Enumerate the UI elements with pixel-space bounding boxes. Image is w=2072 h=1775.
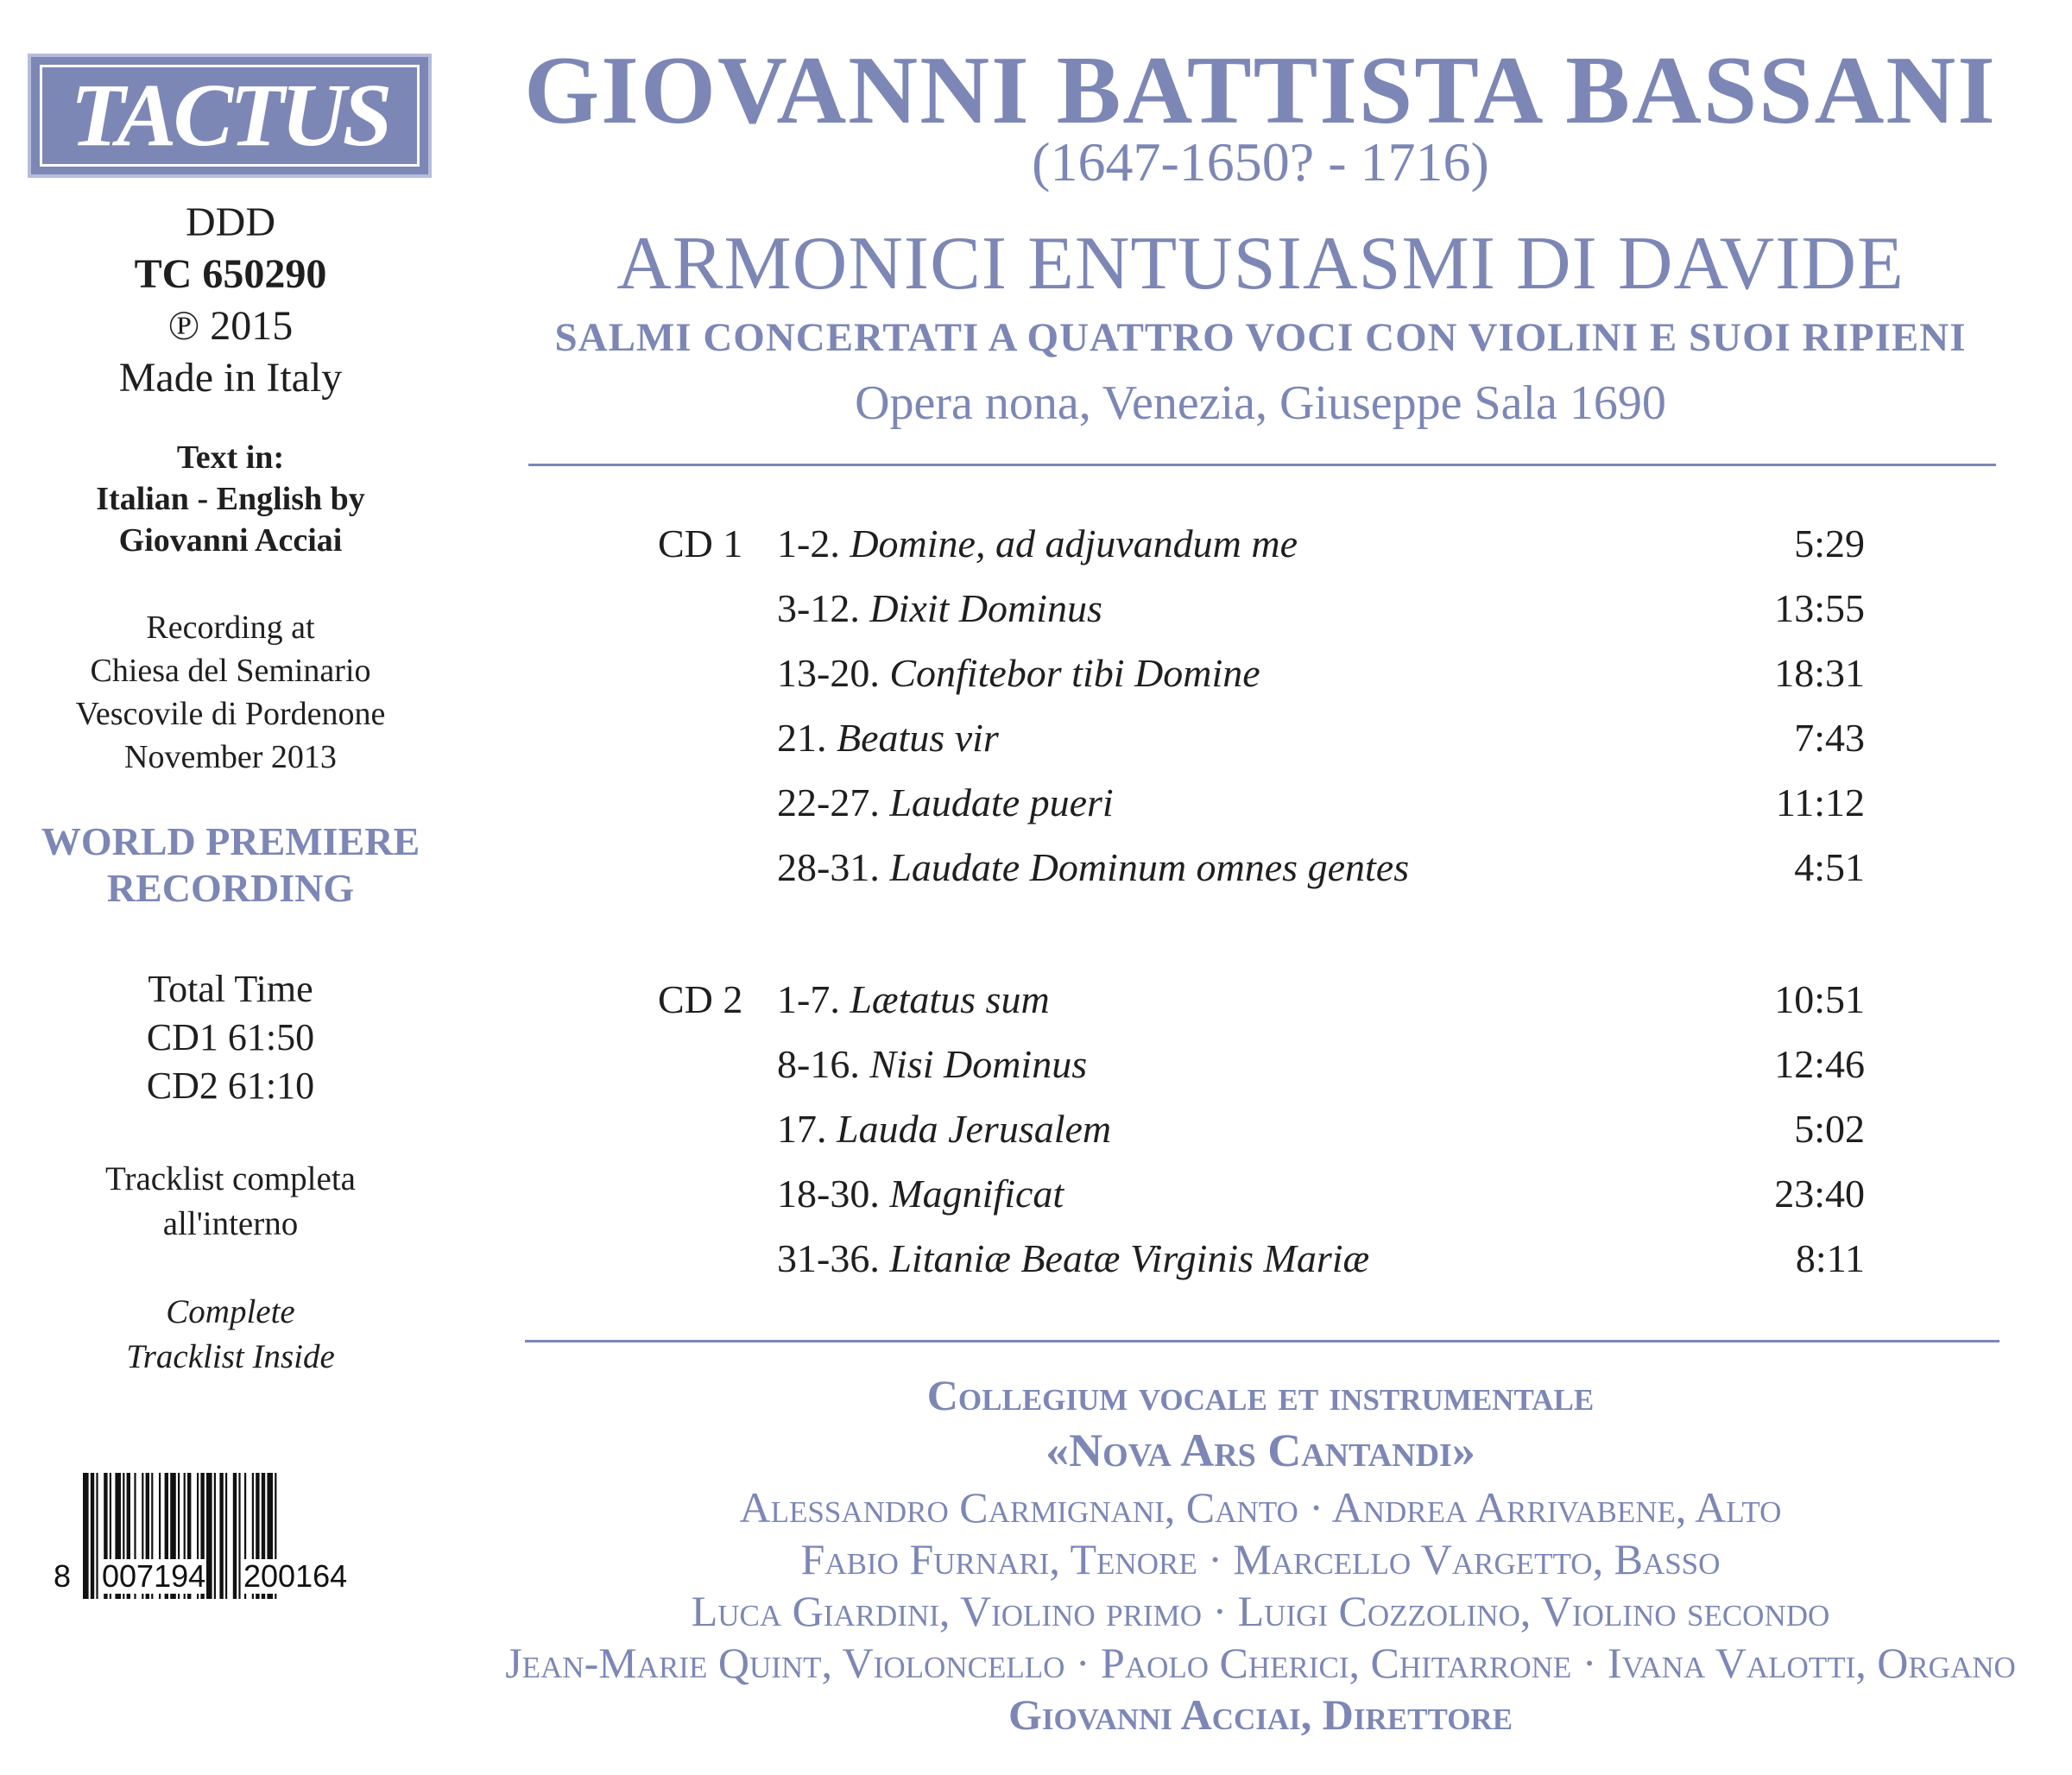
- opus-info: Opera nona, Venezia, Giuseppe Sala 1690: [855, 376, 1666, 430]
- premiere-line: RECORDING: [106, 866, 355, 910]
- track-number: 13-20.: [777, 651, 880, 695]
- track-number: 8-16.: [777, 1042, 860, 1086]
- track-row: [777, 511, 1865, 576]
- audio-format: DDD: [186, 199, 275, 245]
- cd2-label: CD 2: [658, 977, 743, 1021]
- track-duration: 13:55: [1774, 586, 1865, 630]
- conductor-line: Giovanni Acciai, Direttore: [1008, 1690, 1513, 1739]
- catalog-number: TC 650290: [134, 251, 327, 297]
- performer-line: Luca Giardini, Violino primo · Luigi Cozzolino, Violino secondo: [691, 1587, 1830, 1635]
- track-title: Nisi Dominus: [869, 1042, 1088, 1086]
- cd1-tracklist: [777, 511, 1865, 900]
- track-title: Litaniæ Beatæ Virginis Mariæ: [889, 1236, 1370, 1280]
- track-title: Beatus vir: [837, 716, 999, 760]
- performer-line: Fabio Furnari, Tenore · Marcello Vargetto, Basso: [800, 1535, 1721, 1583]
- track-row: [777, 1032, 1865, 1096]
- track-duration: 8:11: [1795, 1236, 1865, 1280]
- album-subtitle: SALMI CONCERTATI A QUATTRO VOCI CON VIOLINI E SUOI RIPIENI: [554, 315, 1967, 360]
- world-premiere-badge: [0, 818, 461, 912]
- track-duration: 18:31: [1774, 651, 1865, 695]
- track-number: 17.: [777, 1107, 827, 1151]
- track-row: [777, 835, 1865, 900]
- logo-wordmark: TACTUS: [40, 65, 420, 167]
- track-duration: 7:43: [1794, 716, 1865, 760]
- composer-name: GIOVANNI BATTISTA BASSANI: [524, 37, 1997, 144]
- track-duration: 10:51: [1774, 977, 1865, 1021]
- barcode-digit-first: 8: [54, 1558, 72, 1594]
- divider: [528, 464, 1996, 466]
- tracklist-note-line: Complete: [166, 1293, 295, 1330]
- cd2-total-time: CD2 61:10: [146, 1064, 315, 1107]
- recording-info: [0, 606, 461, 779]
- text-languages: Italian - English by: [96, 481, 365, 517]
- track-number: 28-31.: [777, 845, 880, 889]
- cd2-tracklist: [777, 967, 1865, 1291]
- track-duration: 23:40: [1774, 1172, 1865, 1216]
- track-row: [777, 770, 1865, 835]
- track-title: Laudate pueri: [889, 780, 1114, 824]
- track-number: 1-2.: [777, 521, 840, 565]
- track-duration: 11:12: [1775, 780, 1865, 824]
- country-of-origin: Made in Italy: [118, 355, 343, 401]
- cd1-label: CD 1: [658, 521, 743, 565]
- tracklist-note-line: Tracklist Inside: [126, 1338, 335, 1375]
- composer-dates: (1647-1650? - 1716): [1032, 131, 1489, 193]
- track-title: Domine, ad adjuvandum me: [850, 521, 1298, 565]
- tracklist-note-line: Tracklist completa: [105, 1160, 356, 1197]
- total-time-heading: Total Time: [148, 968, 313, 1010]
- cd1-total-time: CD1 61:50: [146, 1016, 315, 1058]
- barcode-group-1: 007194: [102, 1558, 206, 1594]
- track-duration: 5:29: [1794, 521, 1865, 565]
- recording-date: November 2013: [124, 739, 337, 775]
- recording-line: Chiesa del Seminario: [90, 653, 371, 689]
- tracklist-note-line: all'interno: [162, 1205, 299, 1242]
- text-translator: Giovanni Acciai: [118, 522, 343, 559]
- track-number: 3-12.: [777, 586, 860, 630]
- track-row: [777, 1226, 1865, 1291]
- track-number: 31-36.: [777, 1236, 880, 1280]
- recording-line: Vescovile di Pordenone: [75, 696, 386, 732]
- performer-line: Alessandro Carmignani, Canto · Andrea Arrivabene, Alto: [739, 1483, 1782, 1532]
- total-time: [0, 965, 461, 1110]
- text-language-note: [0, 437, 461, 561]
- album-title: ARMONICI ENTUSIASMI DI DAVIDE: [616, 222, 1905, 306]
- track-title: Confitebor tibi Domine: [889, 651, 1260, 695]
- track-number: 18-30.: [777, 1172, 880, 1216]
- premiere-line: WORLD PREMIERE: [41, 819, 420, 863]
- barcode-group-2: 200164: [243, 1558, 348, 1594]
- track-row: [777, 1096, 1865, 1161]
- track-number: 22-27.: [777, 780, 880, 824]
- track-row: [777, 1161, 1865, 1226]
- performer-line: Jean-Marie Quint, Violoncello · Paolo Cherici, Chitarrone · Ivana Valotti, Organo: [505, 1639, 2016, 1687]
- track-duration: 4:51: [1794, 845, 1865, 889]
- catalog-info: [0, 197, 461, 404]
- copyright-year: ℗ 2015: [167, 303, 294, 349]
- track-title: Dixit Dominus: [869, 586, 1102, 630]
- track-duration: 5:02: [1794, 1107, 1865, 1151]
- track-row: [777, 705, 1865, 770]
- track-row: [777, 576, 1865, 641]
- track-duration: 12:46: [1774, 1042, 1865, 1086]
- ensemble-heading: Collegium vocale et instrumentale: [926, 1371, 1595, 1419]
- tracklist-note-italian: [0, 1157, 461, 1247]
- tactus-logo: [28, 54, 432, 178]
- track-row: [777, 967, 1865, 1032]
- track-title: Lauda Jerusalem: [837, 1107, 1112, 1151]
- track-title: Lætatus sum: [850, 977, 1050, 1021]
- ensemble-name: «Nova Ars Cantandi»: [1045, 1424, 1475, 1476]
- tracklist-note-english: [0, 1290, 461, 1380]
- divider: [525, 1340, 1999, 1342]
- track-title: Magnificat: [889, 1172, 1064, 1216]
- track-title: Laudate Dominum omnes gentes: [889, 845, 1410, 889]
- text-in-heading: Text in:: [176, 439, 285, 476]
- track-row: [777, 641, 1865, 705]
- track-number: 21.: [777, 716, 827, 760]
- recording-line: Recording at: [146, 610, 315, 646]
- track-number: 1-7.: [777, 977, 840, 1021]
- barcode-number: [54, 1559, 382, 1608]
